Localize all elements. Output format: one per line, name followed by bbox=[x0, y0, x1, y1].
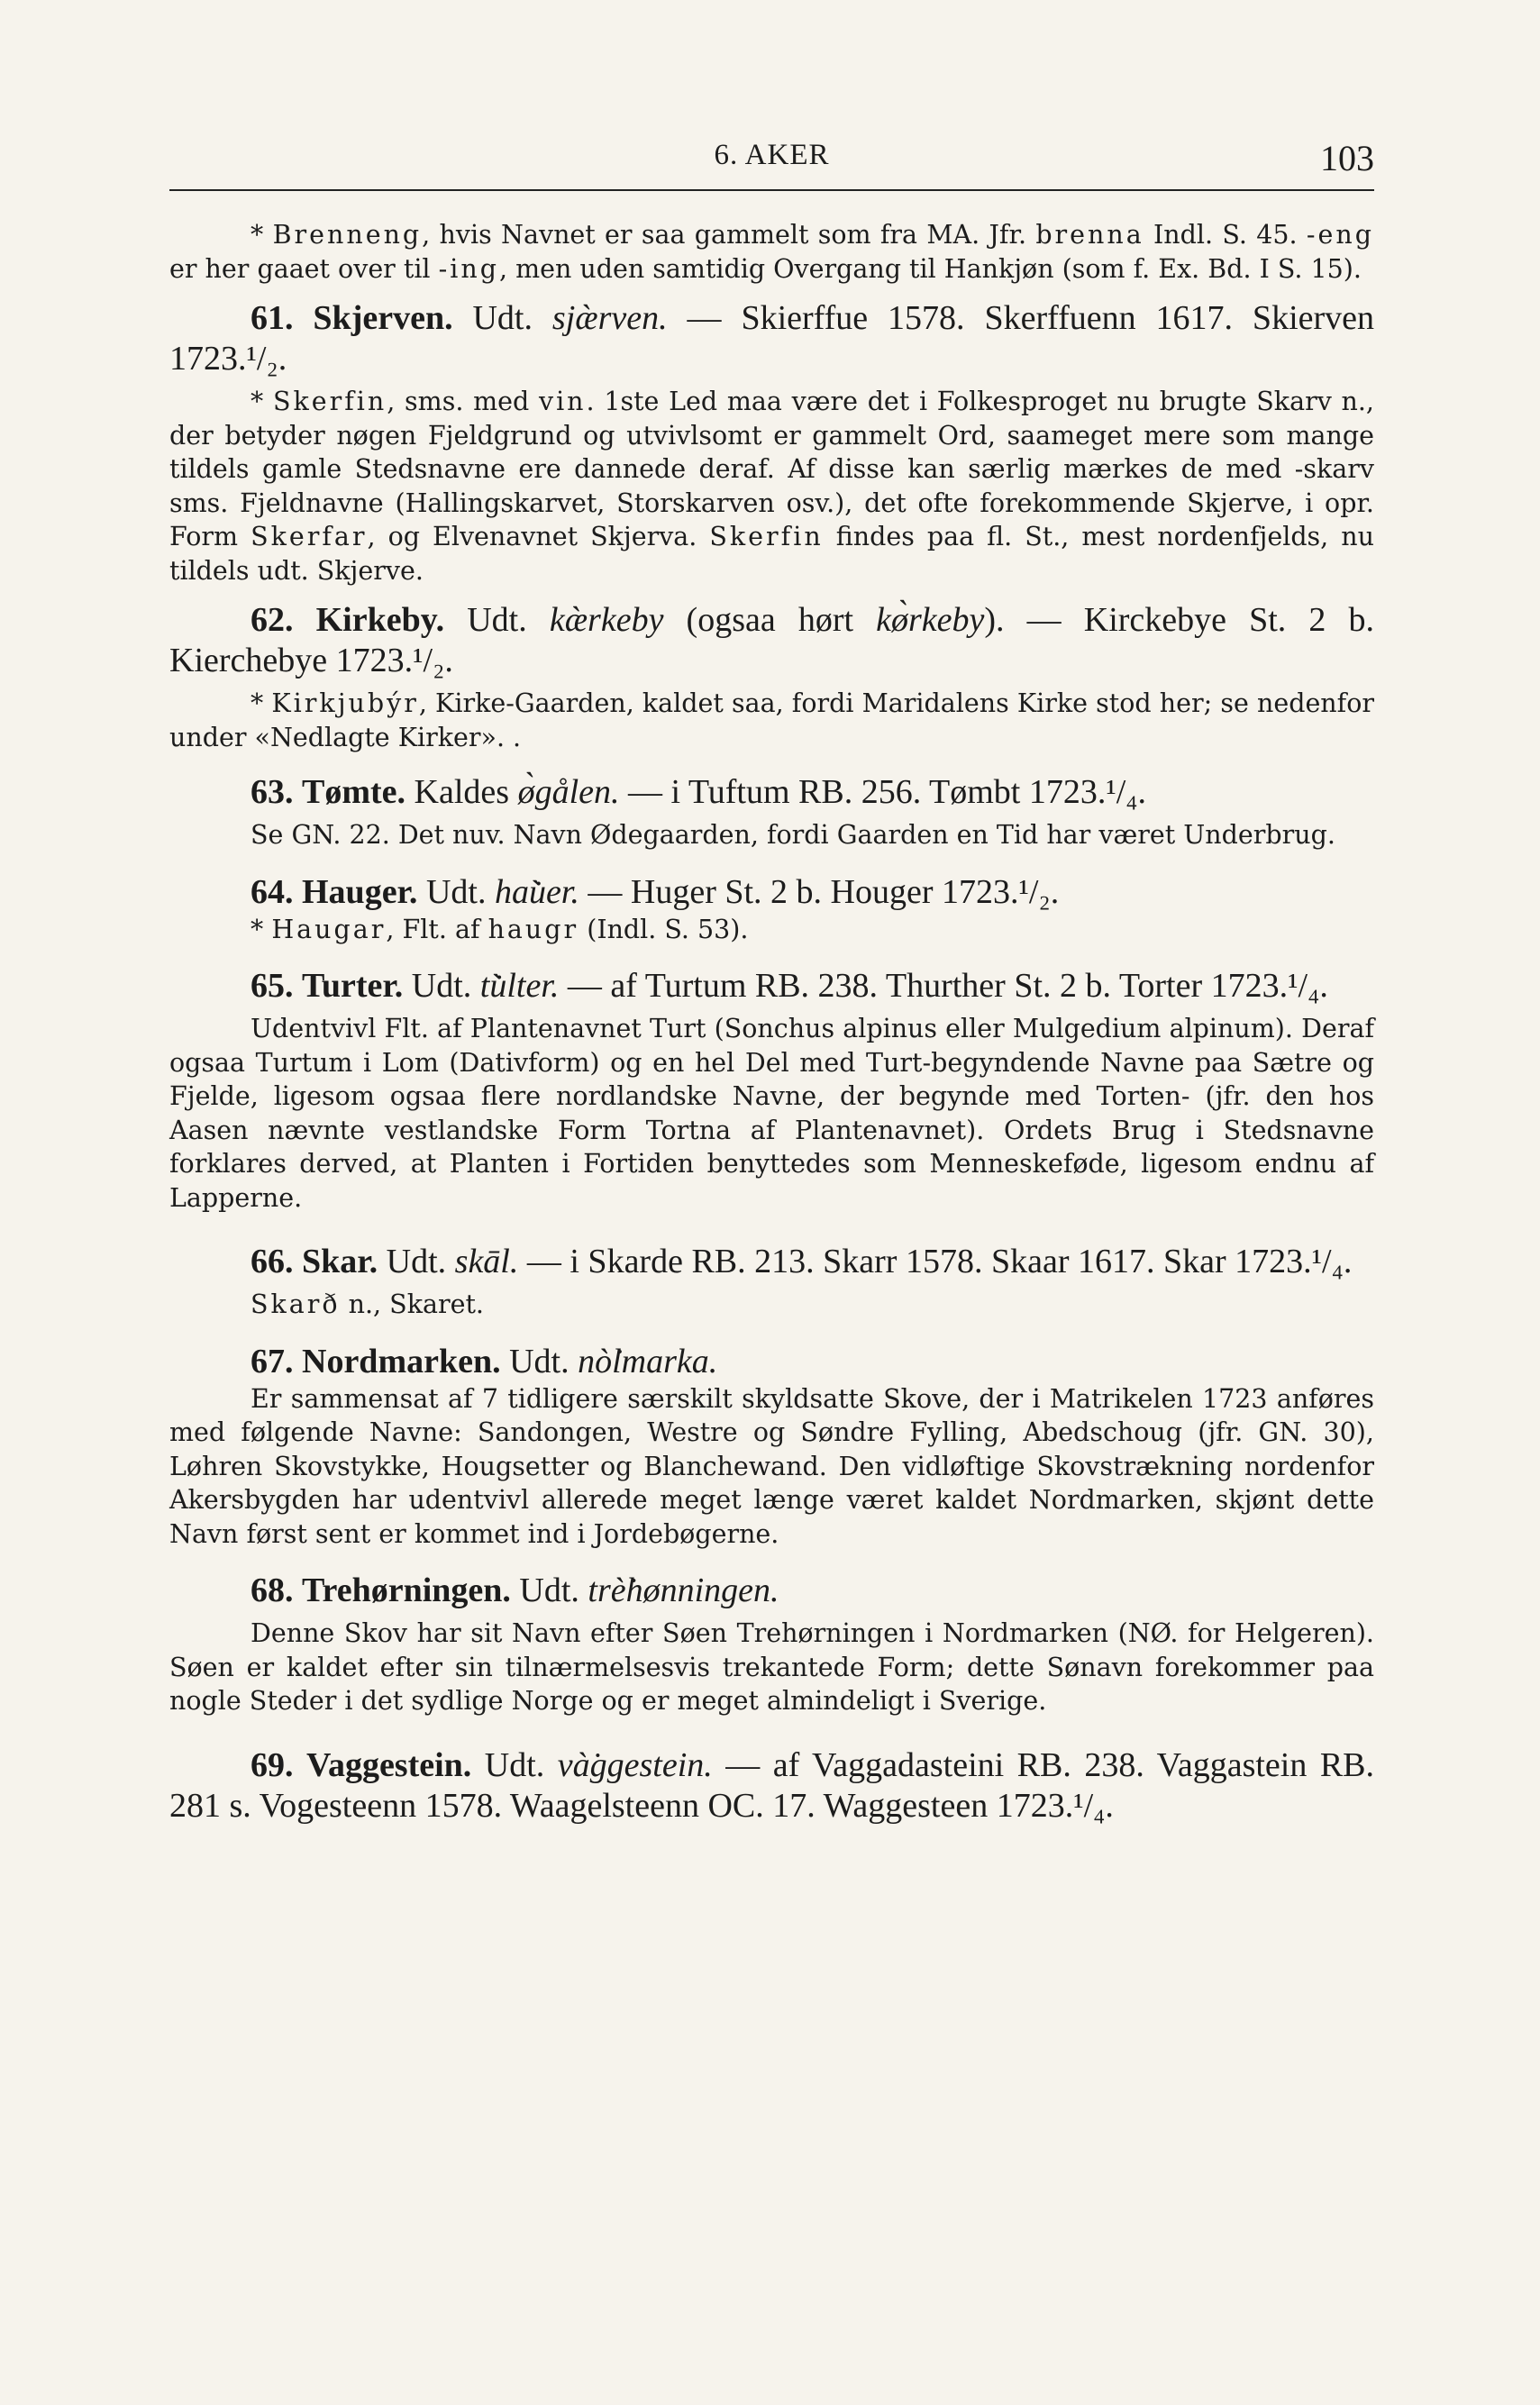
document-page bbox=[169, 135, 1374, 1827]
entry-69-heading: 69. Vaggestein. Udt. và̇ggestein. — af Vaggadasteini RB. 238. Vaggastein RB. 281 s. Vogesteenn 1578. Waagelsteenn OC. 17. Waggesteen 1723.¹/₄. bbox=[169, 1745, 1375, 1825]
entry-63-note: Se GN. 22. Det nuv. Navn Ødegaarden, fordi Gaarden en Tid har været Underbrug. bbox=[251, 820, 1335, 850]
entry-64-note: * Haugar, Flt. af haugr (Indl. S. 53). bbox=[251, 914, 749, 944]
entry-67-heading: 67. Nordmarken. Udt. nò̇lmarka. bbox=[251, 1342, 718, 1380]
entry-64-heading: 64. Hauger. Udt. hau̇̀er. — Huger St. 2 b. Houger 1723.¹/₂. bbox=[251, 872, 1060, 911]
entry-61-note: * Skerfin, sms. med vin. 1ste Led maa være det i Folkesproget nu brugte Skarv n., der betyder nøgen Fjeldgrund og utvivlsomt er gammelt Ord, saameget mere som mange tildels gamle Stedsnavne ere dannede deraf. Af disse kan særlig mærkes de med -skarv sms. Fjeldnavne (Hallingskarvet, Storskarven osv.), det ofte forekommende Skjerve, i opr. Form Skerfar, og Elvenavnet Skjerva. Skerfin findes paa fl. St., mest nordenfjelds, nu tildels udt. Skjerve. bbox=[169, 387, 1374, 586]
entry-68-note: Denne Skov har sit Navn efter Søen Trehørningen i Nordmarken (NØ. for Helgeren). Søen er kaldet efter sin tilnærmelsesvis trekantede Form; dette Sønavn forekommer paa nogle Steder i det sydlige Norge og er meget almindeligt i Sverige. bbox=[169, 1618, 1374, 1716]
entry-65-note: Udentvivl Flt. af Plantenavnet Turt (Sonchus alpinus eller Mulgedium alpinum). Deraf ogsaa Turtum i Lom (Dativform) og en hel Del med Turt-begyndende Navne paa Sætre og Fjelde, ligesom ogsaa flere nordlandske Navne, der begynde med Torten- (jfr. den hos Aasen nævnte vestlandske Form Tortna af Plantenavnet). Ordets Brug i Stedsnavne forklares derved, at Planten i Fortiden benyttedes som Menneskeføde, ligesom endnu af Lapperne. bbox=[169, 1014, 1374, 1213]
entry-68-heading: 68. Trehørningen. Udt. trè̇hønningen. bbox=[251, 1571, 779, 1609]
page-number: 103 bbox=[1320, 138, 1374, 178]
entry-66-heading: 66. Skar. Udt. skāl. — i Skarde RB. 213. Skarr 1578. Skaar 1617. Skar 1723.¹/₄. bbox=[251, 1243, 1353, 1280]
entry-62-heading: 62. Kirkeby. Udt. kæ̀rkeby (ogsaa hørt kø̀rkeby). — Kirckebye St. 2 b. Kierchebye 1723.¹/₂. bbox=[169, 601, 1375, 679]
entry-67-note: Er sammensat af 7 tidligere særskilt skyldsatte Skove, der i Matrikelen 1723 anføres med følgende Navne: Sandongen, Westre og Søndre Fylling, Abedschoug (jfr. GN. 30), Løhren Skovstykke, Hougsetter og Blanchewand. Den vidløftige Skovstrækning nordenfor Akersbygden har udentvivl allerede meget længe været kaldet Nordmarken, skjønt dette Navn først sent er kommet ind i Jordebøgerne. bbox=[169, 1383, 1374, 1549]
entry-63-heading: 63. Tømte. Kaldes ø̀gålen. — i Tuftum RB. 256. Tømbt 1723.¹/₄. bbox=[251, 773, 1147, 811]
page-content bbox=[169, 191, 1374, 1827]
footnote-60: * Brenneng, hvis Navnet er saa gammelt som fra MA. Jfr. brenna Indl. S. 45. -eng er her gaaet over til -ing, men uden samtidig Overgang til Hankjøn (som f. Ex. Bd. I S. 15). bbox=[169, 220, 1374, 284]
entry-65-heading: 65. Turter. Udt. tu̇̀lter. — af Turtum RB. 238. Thurther St. 2 b. Torter 1723.¹/₄. bbox=[251, 967, 1328, 1005]
page-header bbox=[169, 135, 1374, 191]
entry-61-heading: 61. Skjerven. Udt. sjæ̀rven. — Skierffue 1578. Skerffuenn 1617. Skierven 1723.¹/₂. bbox=[169, 299, 1375, 378]
section-title: 6. AKER bbox=[714, 139, 830, 171]
entry-62-note: * Kirkjubýr, Kirke-Gaarden, kaldet saa, fordi Maridalens Kirke stod her; se nedenfor under «Nedlagte Kirker». . bbox=[169, 688, 1374, 752]
entry-66-note: Skarð n., Skaret. bbox=[251, 1289, 484, 1319]
